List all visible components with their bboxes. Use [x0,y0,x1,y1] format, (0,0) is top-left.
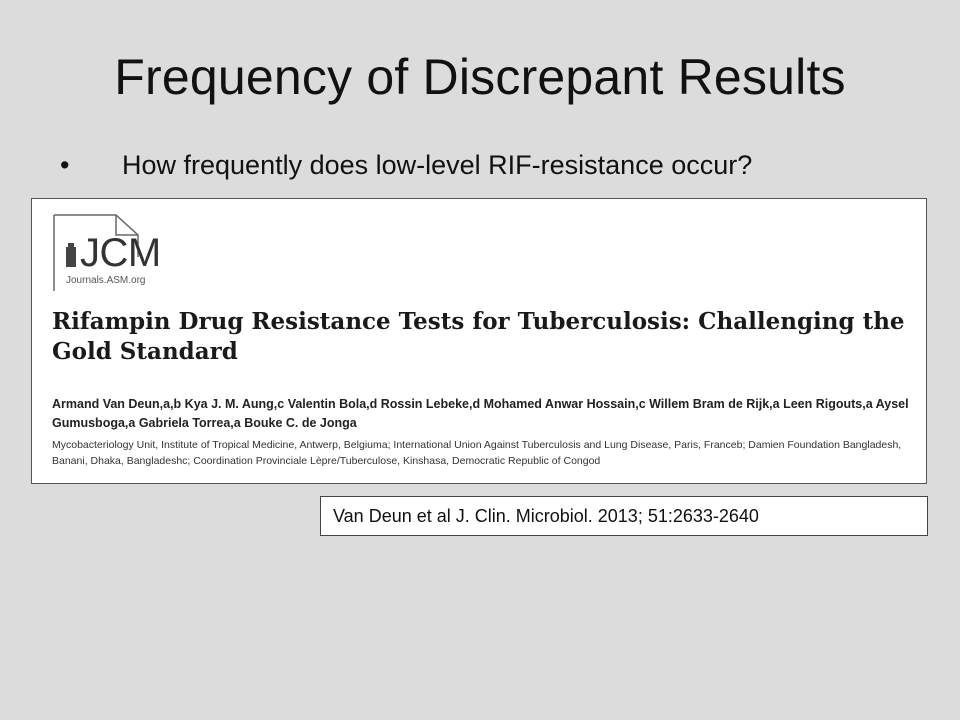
journal-site: Journals.ASM.org [66,275,146,286]
article-authors: Armand Van Deun,a,b Kya J. M. Aung,c Valentin Bola,d Rossin Lebeke,d Mohamed Anwar Hossain,c Willem Bram de Rijk,a Leen Rigouts,a Aysel Gumusboga,a Gabriela Torrea,a Bouke C. de Jonga [52,397,909,430]
slide-title: Frequency of Discrepant Results [114,49,846,105]
citation-box: Van Deun et al J. Clin. Microbiol. 2013; 51:2633-2640 [320,496,928,536]
journal-logo-text: JCM [80,231,161,275]
bullet-dot-icon: • [60,150,70,180]
bullet-point [60,150,752,181]
bullet-text: How frequently does low-level RIF-resistance occur? [122,150,753,180]
article-affiliations: Mycobacteriology Unit, Institute of Tropical Medicine, Antwerp, Belgiuma; International Union Against Tuberculosis and Lung Disease, Paris, Franceb; Damien Foundation Bangladesh, Banani, Dhaka, Bangladeshc; Coordination Provinciale Lèpre/Tuberculose, Kinshasa, Democratic Republic of Congod [52,439,902,467]
article-title: Rifampin Drug Resistance Tests for Tuberculosis: Challenging the Gold Standard [52,308,905,365]
article-screenshot [31,198,927,484]
